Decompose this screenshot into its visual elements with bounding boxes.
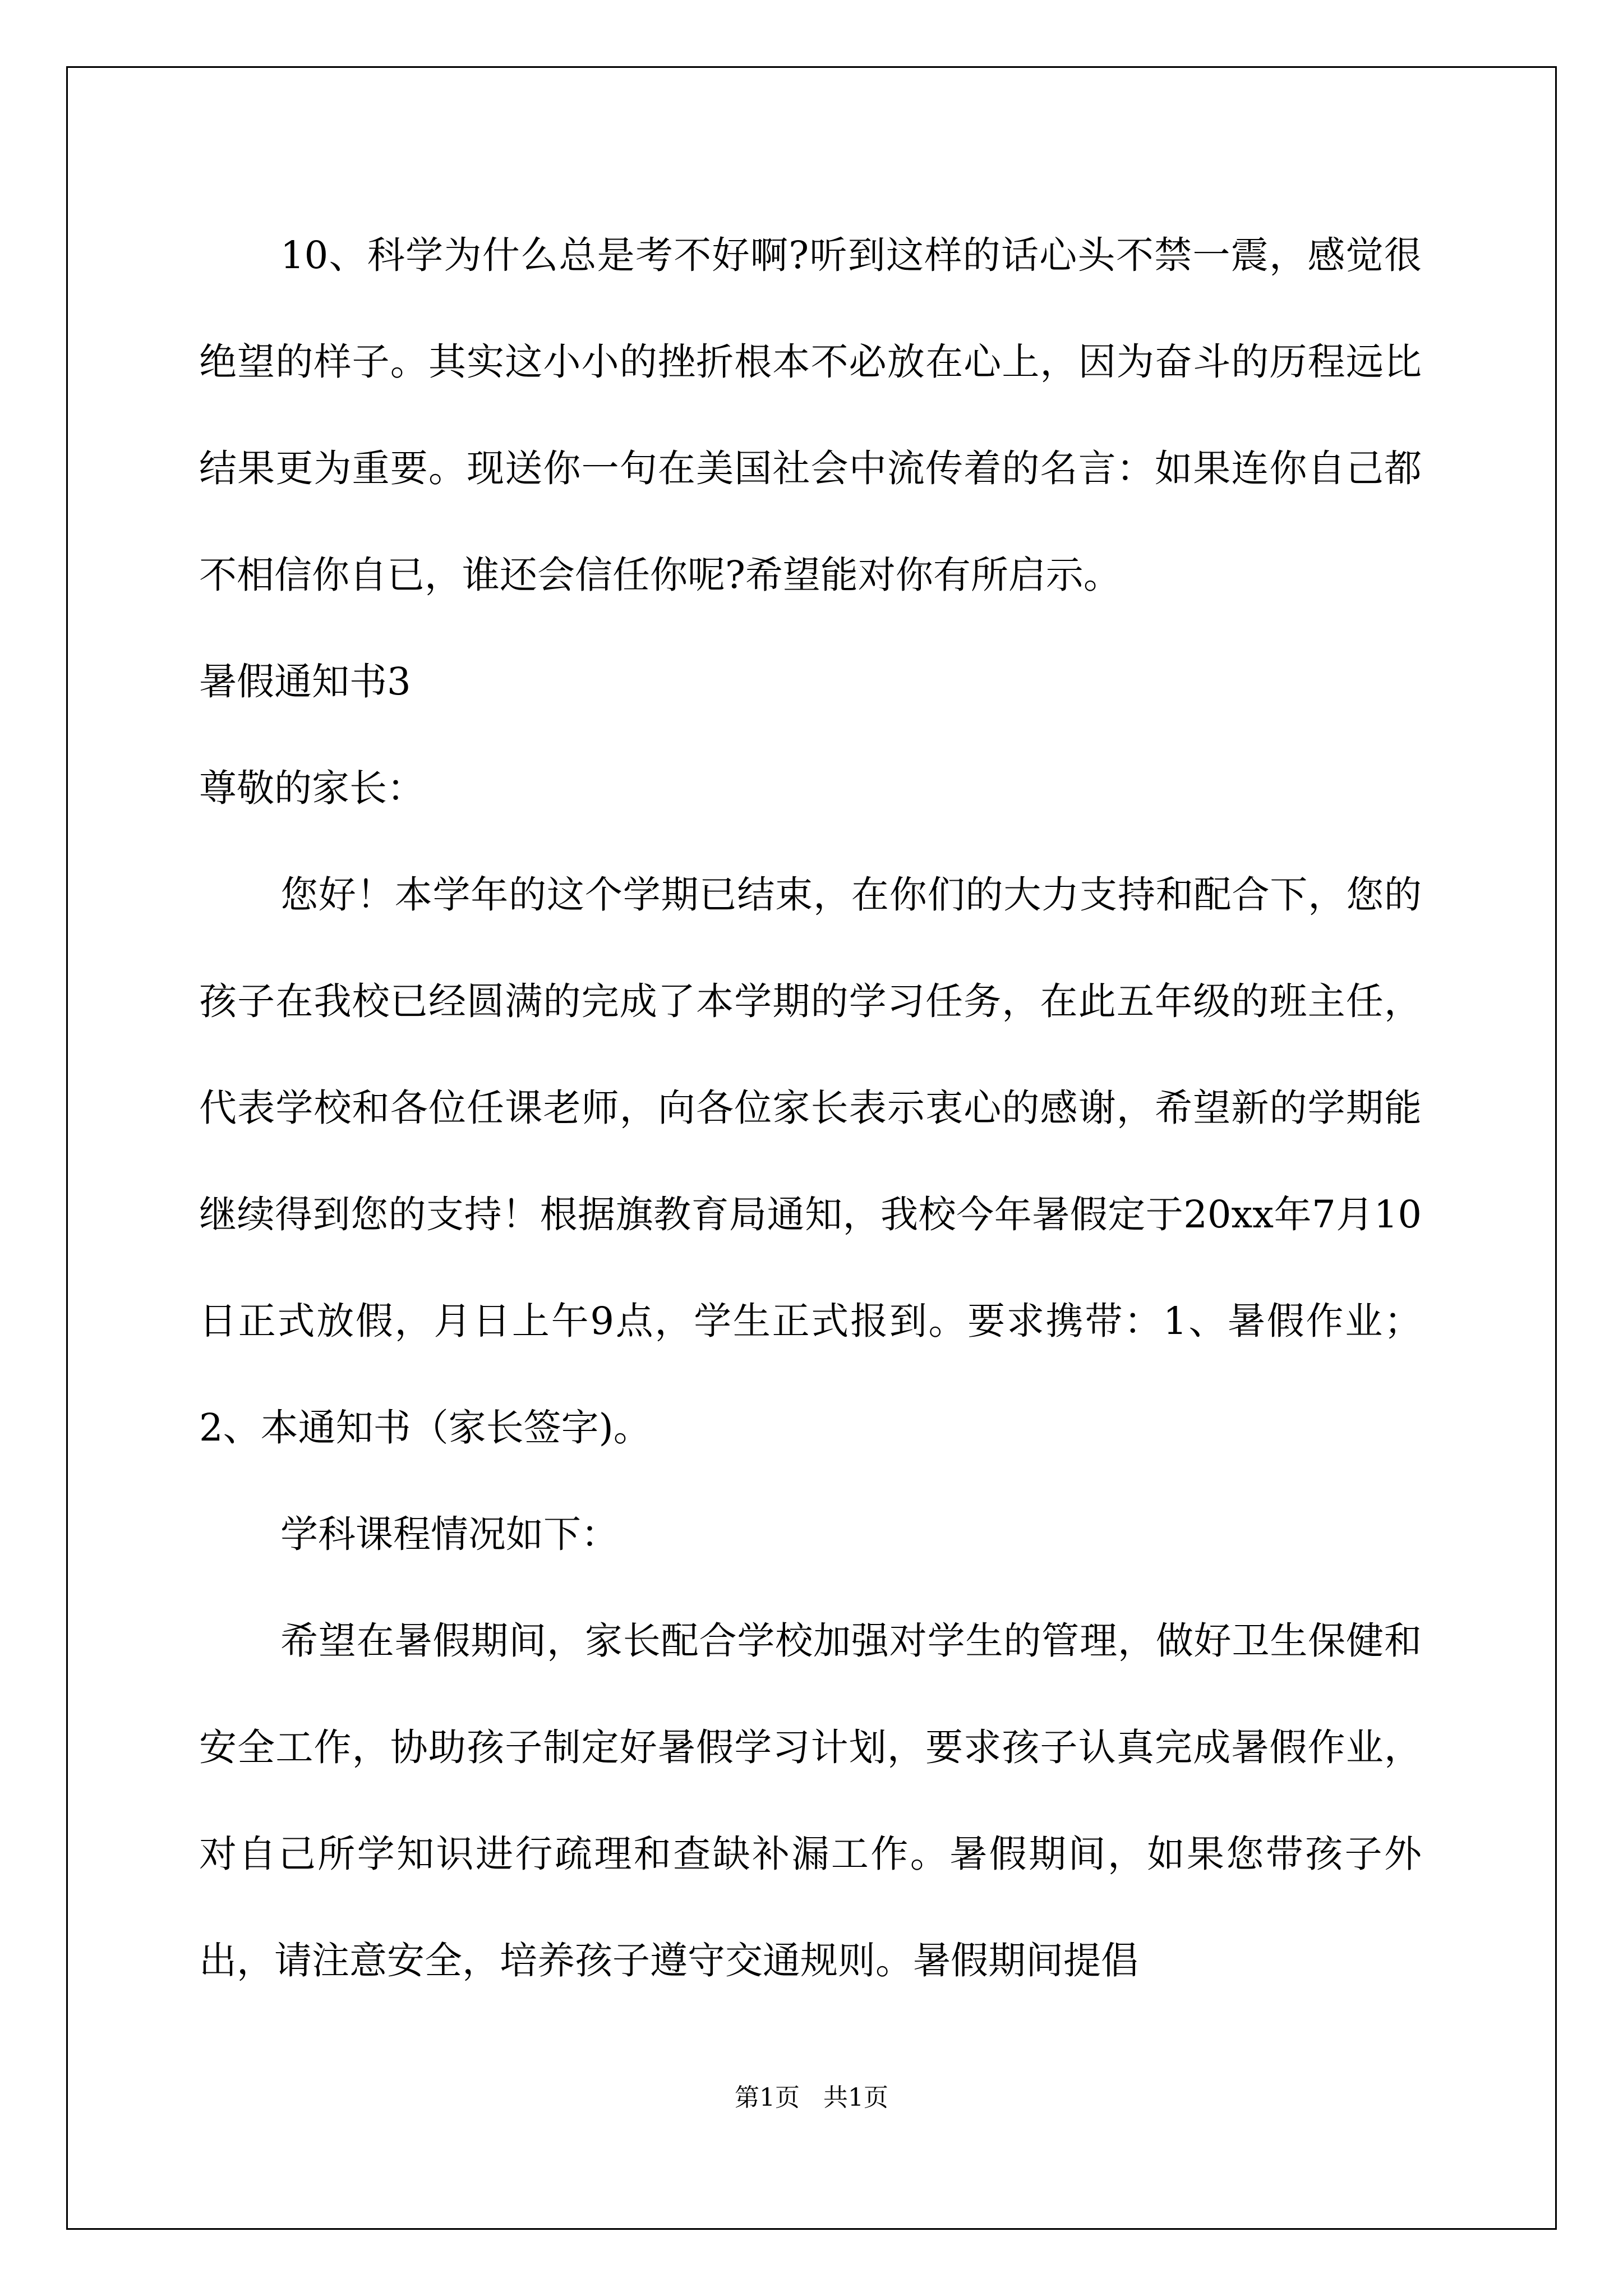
page-footer: 第1页 共1页 <box>735 2083 888 2112</box>
paragraph-greeting: 您好！本学年的这个学期已结束，在你们的大力支持和配合下，您的孩子在我校已经圆满的完成了本学期的学习任务，在此五年级的班主任，代表学校和各位任课老师，向各位家长表示衷心的感谢，希望新的学期能继续得到您的支持！根据旗教育局通知，我校今年暑假定于20xx年7月10日正式放假，月日上午9点，学生正式报到。要求携带：1、暑假作业；2、本通知书（家长签字)。 <box>199 873 1422 1450</box>
paragraph-summer-advice: 希望在暑假期间，家长配合学校加强对学生的管理，做好卫生保健和安全工作，协助孩子制定好暑假学习计划，要求孩子认真完成暑假作业，对自己所学知识进行疏理和查缺补漏工作。暑假期间，如果您带孩子外出，请注意安全，培养孩子遵守交通规则。暑假期间提倡 <box>199 1619 1422 1982</box>
paragraph-tip-10: 10、科学为什么总是考不好啊?听到这样的话心头不禁一震，感觉很绝望的样子。其实这小小的挫折根本不必放在心上，因为奋斗的历程远比结果更为重要。现送你一句在美国社会中流传着的名言：如果连你自己都不相信你自已，谁还会信任你呢?希望能对你有所启示。 <box>199 233 1422 597</box>
document-body <box>199 202 1422 2014</box>
salutation: 尊敬的家长： <box>199 766 425 810</box>
paragraph-course-intro: 学科课程情况如下： <box>280 1512 619 1556</box>
section-heading: 暑假通知书3 <box>199 660 411 703</box>
